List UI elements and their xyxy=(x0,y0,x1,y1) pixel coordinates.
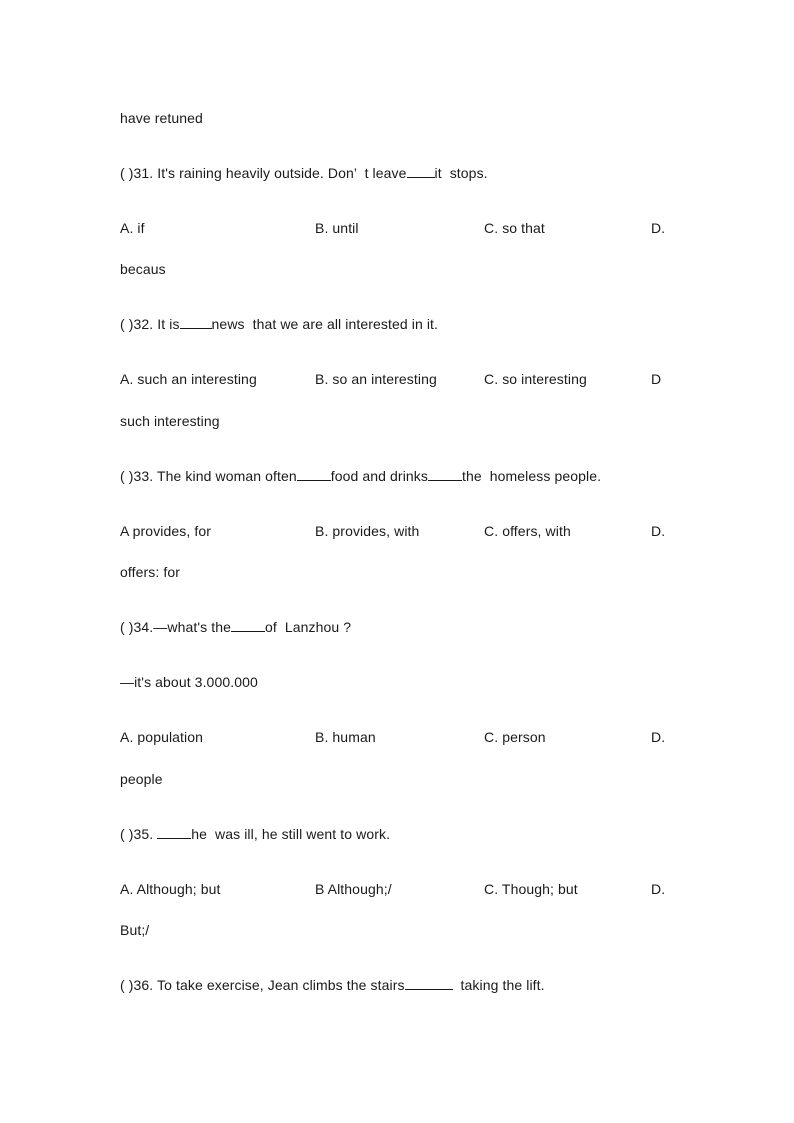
q34-option-d-text: people xyxy=(120,771,163,787)
question-33-head: ( )33. The kind woman often xyxy=(120,468,297,484)
answer-blank xyxy=(428,468,462,481)
q33-option-d: D. xyxy=(651,523,666,539)
q31-option-d: D. xyxy=(651,220,666,236)
q34-option-a: A. population xyxy=(120,729,204,745)
q35-option-d-text: But;/ xyxy=(120,922,150,938)
q31-option-c: C. so that xyxy=(484,220,545,236)
q35-option-d: D. xyxy=(651,881,666,897)
answer-blank xyxy=(405,977,453,990)
question-34 xyxy=(120,618,351,636)
answer-blank xyxy=(407,165,435,178)
carry-over-text: have retuned xyxy=(120,110,203,126)
q35-option-a: A. Although; but xyxy=(120,881,221,897)
question-36 xyxy=(120,976,545,994)
q33-option-c: C. offers, with xyxy=(484,523,571,539)
answer-blank xyxy=(297,468,331,481)
q34-option-c: C. person xyxy=(484,729,546,745)
q31-option-a: A. if xyxy=(120,220,145,236)
question-36-head: ( )36. To take exercise, Jean climbs the stairs xyxy=(120,977,405,993)
question-34-tail: of Lanzhou ? xyxy=(264,619,352,635)
answer-blank xyxy=(231,619,265,632)
question-31-tail: it stops. xyxy=(434,165,488,181)
q31-option-b: B. until xyxy=(315,220,359,236)
q34-option-d: D. xyxy=(651,729,666,745)
question-36-tail: taking the lift. xyxy=(452,977,545,993)
answer-blank xyxy=(180,316,212,329)
q33-option-a: A provides, for xyxy=(120,523,211,539)
question-35 xyxy=(120,825,390,843)
question-33-tail: the homeless people. xyxy=(462,468,602,484)
question-32 xyxy=(120,315,438,333)
q32-option-d-text: such interesting xyxy=(120,413,220,429)
question-35-tail: he was ill, he still went to work. xyxy=(191,826,391,842)
q35-option-b: B Although;/ xyxy=(315,881,392,897)
question-31-text: ( )31. It's raining heavily outside. Don’ t leave xyxy=(120,165,407,181)
answer-blank xyxy=(157,826,191,839)
question-31 xyxy=(120,164,488,182)
q32-option-a: A. such an interesting xyxy=(120,371,257,387)
question-32-head: ( )32. It is xyxy=(120,316,180,332)
question-34-answer-line: —it's about 3.000.000 xyxy=(120,674,258,690)
question-34-head: ( )34.—what's the xyxy=(120,619,231,635)
q33-option-d-text: offers: for xyxy=(120,564,180,580)
q31-option-d-text: becaus xyxy=(120,261,166,277)
q33-option-b: B. provides, with xyxy=(315,523,420,539)
question-33-mid: food and drinks xyxy=(330,468,428,484)
question-33 xyxy=(120,467,601,485)
q35-option-c: C. Though; but xyxy=(484,881,578,897)
q32-option-d: D xyxy=(651,371,662,387)
question-35-head: ( )35. xyxy=(120,826,158,842)
q32-option-b: B. so an interesting xyxy=(315,371,437,387)
question-32-tail: news that we are all interested in it. xyxy=(211,316,439,332)
q32-option-c: C. so interesting xyxy=(484,371,587,387)
q34-option-b: B. human xyxy=(315,729,376,745)
